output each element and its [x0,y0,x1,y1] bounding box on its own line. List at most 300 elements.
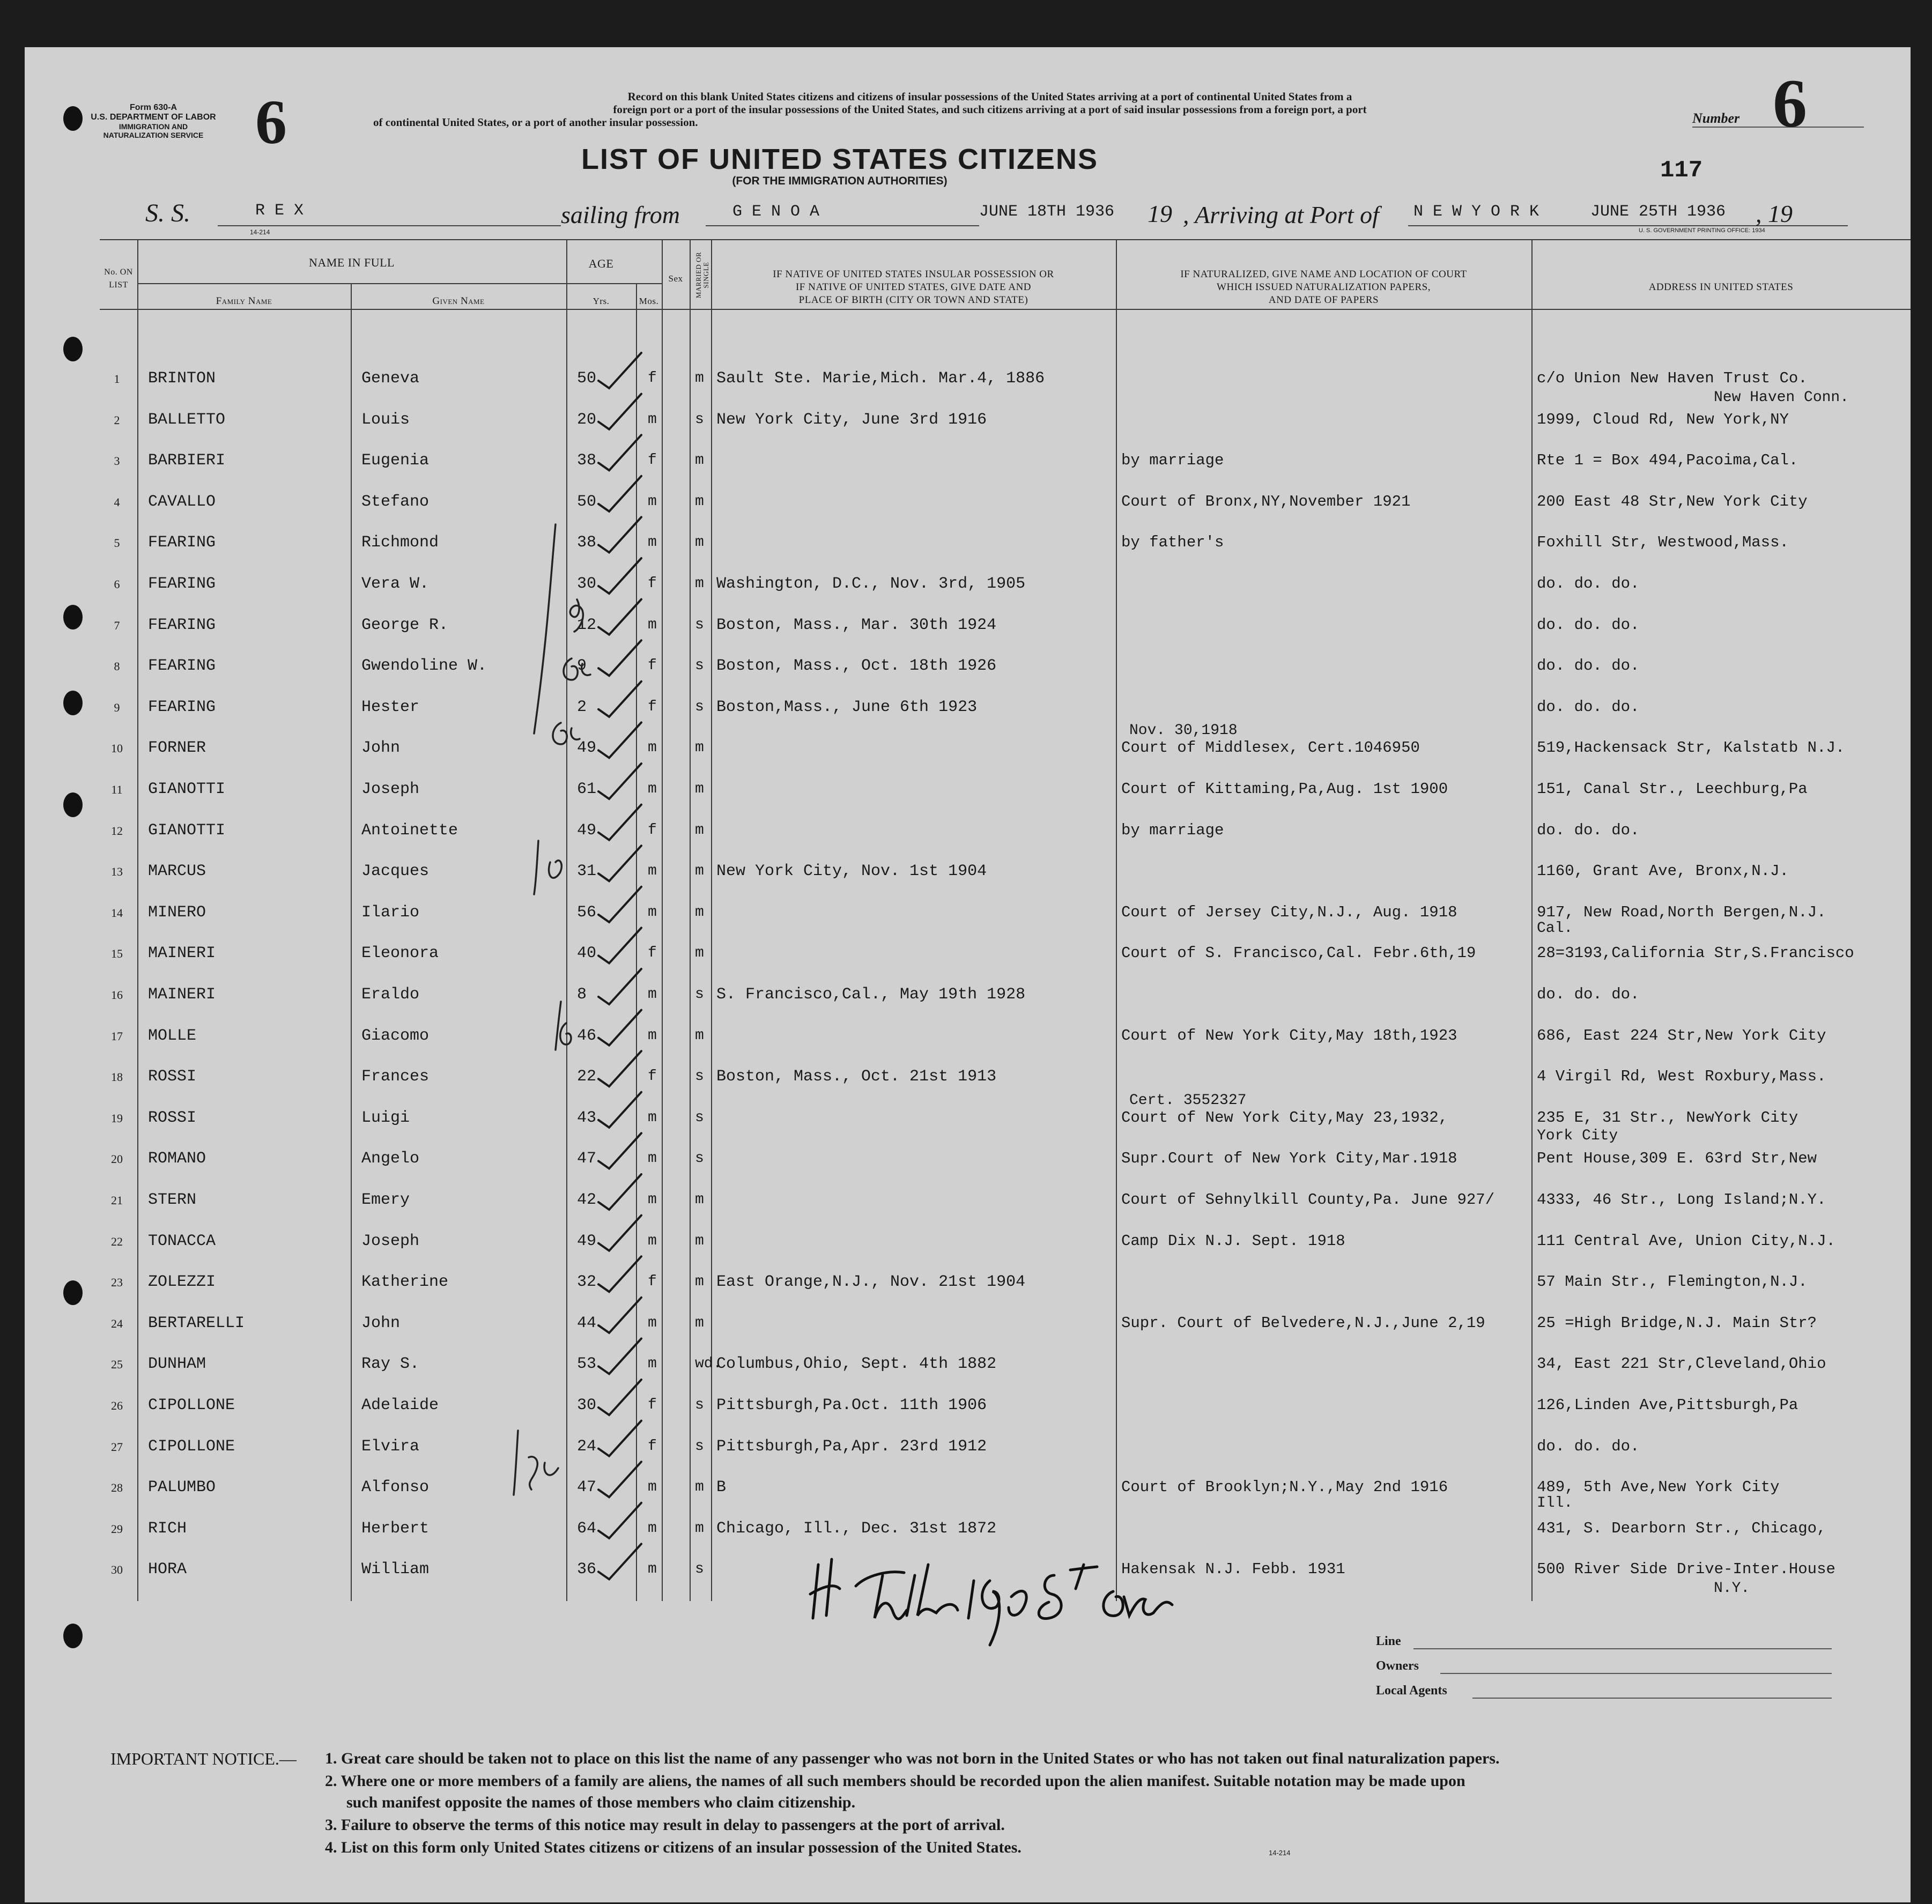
check-mark [598,1256,641,1292]
header-naturalized: AND DATE OF PAPERS [1268,294,1379,306]
row-number: 28 [111,1481,123,1495]
sex-cell: m [648,1232,657,1249]
arrive-suffix: , 19 [1756,200,1793,227]
given-name-cell: Eugenia [361,451,430,470]
age-cell: 36 [577,1560,597,1579]
family-name-cell: BALLETTO [148,410,226,429]
age-cell: 64 [577,1519,597,1538]
port-underline [706,225,979,226]
marital-cell: m [695,493,704,510]
family-name-cell: FEARING [148,657,216,676]
address-line2: New Haven Conn. [1714,389,1849,406]
given-name-cell: Angelo [361,1150,420,1168]
row-number: 10 [111,742,123,755]
check-mark [598,846,641,881]
given-name-cell: Joseph [361,780,420,798]
age-cell: 47 [577,1478,597,1497]
row-number: 5 [114,536,120,550]
depart-suffix: 19 [1148,200,1172,227]
sex-cell: f [648,698,657,715]
given-name-cell: Gwendoline W. [361,657,487,676]
address-cell: 4 Virgil Rd, West Roxbury,Mass. [1537,1068,1826,1086]
birthplace-cell: Sault Ste. Marie,Mich. Mar.4, 1886 [716,369,1045,388]
age-cell: 32 [577,1273,597,1292]
check-mark [598,476,641,512]
age-cell: 49 [577,821,597,840]
table-header-rule [100,309,1911,310]
marital-cell: m [695,945,704,962]
header-sex: Sex [668,273,683,284]
line-label: Line [1376,1634,1401,1648]
given-name-cell: Jacques [361,862,430,881]
check-mark [598,969,641,1004]
family-name-cell: HORA [148,1560,187,1579]
naturalization-cell: Court of New York City,May 23,1932, [1121,1108,1448,1127]
row-number: 1 [114,372,120,386]
marital-cell: m [695,452,704,469]
given-name-cell: John [361,1314,401,1332]
age-subheader-rule [593,283,662,284]
sex-cell: f [648,1068,657,1085]
header-married: MARRIED OR SINGLE [694,251,710,299]
sex-cell: m [648,1109,657,1126]
age-cell: 38 [577,451,597,470]
print-code-top: 14-214 [250,228,270,236]
age-cell: 30 [577,1396,597,1414]
check-mark [598,1421,641,1456]
sex-cell: m [648,781,657,797]
col-rule [351,283,352,1601]
header-name-in-full: NAME IN FULL [309,256,395,269]
preamble-text: of continental United States, or a port of another insular possession. [373,116,698,129]
address-cell: 519,Hackensack Str, Kalstatb N.J. [1537,739,1845,757]
family-name-cell: FEARING [148,575,216,593]
row-number: 24 [111,1316,123,1330]
address-cell: 500 River Side Drive-Inter.House [1537,1560,1835,1579]
page-title: LIST OF UNITED STATES CITIZENS [581,143,1098,175]
address-cell: 34, East 221 Str,Cleveland,Ohio [1537,1355,1826,1373]
marital-cell: m [695,1232,704,1249]
age-cell: 40 [577,944,597,963]
punch-hole [63,337,83,361]
sex-cell: m [648,863,657,880]
check-mark [598,681,641,717]
sex-cell: m [648,1191,657,1208]
row-number: 23 [111,1276,123,1290]
check-mark [598,517,641,552]
naturalization-cell: Court of Sehnylkill County,Pa. June 927/ [1121,1191,1495,1209]
manifest-sheet [25,47,1911,1902]
age-cell: 9 [577,657,587,676]
marital-cell: wd. [695,1355,722,1373]
row-number: 26 [111,1399,123,1412]
address-line2: Cal. [1537,920,1573,937]
address-cell: 200 East 48 Str,New York City [1537,492,1808,510]
given-name-cell: Eraldo [361,986,420,1004]
margin-notes-icon [497,519,604,1570]
check-mark [598,1133,641,1168]
row-number: 22 [111,1234,123,1248]
age-cell: 50 [577,492,597,511]
row-number: 2 [114,413,120,427]
check-mark [598,353,641,388]
arrive-date: JUNE 25TH 1936 [1590,203,1726,221]
family-name-cell: RICH [148,1519,187,1538]
birthplace-cell: Boston, Mass., Oct. 21st 1913 [716,1068,997,1086]
check-mark [598,640,641,676]
marital-cell: m [695,1027,704,1044]
row-number: 30 [111,1563,123,1577]
sex-cell: f [648,657,657,675]
address-cell: 686, East 224 Str,New York City [1537,1026,1826,1044]
inspector-signature [808,1543,1301,1666]
family-name-cell: TONACCA [148,1232,216,1250]
given-name-cell: Louis [361,410,410,429]
port-to: N E W Y O R K [1413,203,1539,221]
naturalization-cell: Camp Dix N.J. Sept. 1918 [1121,1232,1345,1250]
given-name-cell: Ilario [361,903,420,922]
check-mark [598,1298,641,1333]
family-name-cell: ZOLEZZI [148,1273,216,1292]
given-name-cell: Luigi [361,1108,410,1127]
address-cell: Pent House,309 E. 63rd Str,New [1537,1150,1817,1168]
header-family-name: Family Name [216,295,272,307]
marital-cell: s [695,1561,704,1578]
header-birth: PLACE OF BIRTH (CITY OR TOWN AND STATE) [798,294,1028,306]
row-number: 3 [114,454,120,468]
age-cell: 46 [577,1026,597,1045]
sex-cell: m [648,1150,657,1167]
number-value: 6 [1773,65,1807,142]
family-name-cell: STERN [148,1191,197,1209]
check-mark [598,394,641,429]
birthplace-cell: B [716,1478,727,1497]
punch-hole [63,1624,83,1648]
family-name-cell: GIANOTTI [148,821,226,840]
agency-line: U.S. DEPARTMENT OF LABOR [91,113,216,122]
family-name-cell: MARCUS [148,862,206,881]
address-cell: 1999, Cloud Rd, New York,NY [1537,410,1789,428]
check-mark [598,1544,641,1579]
header-naturalized: WHICH ISSUED NATURALIZATION PAPERS, [1217,281,1431,293]
birthplace-cell: Boston, Mass., Mar. 30th 1924 [716,616,997,634]
age-cell: 44 [577,1314,597,1332]
row-number: 17 [111,1029,123,1043]
address-cell: do. do. do. [1537,575,1640,592]
sex-cell: m [648,411,657,428]
birthplace-cell: Pittsburgh,Pa,Apr. 23rd 1912 [716,1437,987,1456]
preamble-text: Record on this blank United States citizens and citizens of insular possessions of the United States arriving at a port of continental United States from a [627,90,1352,103]
age-cell: 12 [577,616,597,634]
age-cell: 56 [577,903,597,922]
naturalization-cell: Court of Middlesex, Cert.1046950 [1121,739,1420,757]
address-cell: 151, Canal Str., Leechburg,Pa [1537,780,1808,798]
address-cell: do. do. do. [1537,821,1640,839]
naturalization-cell: by marriage [1121,451,1224,470]
family-name-cell: CIPOLLONE [148,1437,235,1456]
birthplace-cell: New York City, Nov. 1st 1904 [716,862,987,881]
family-name-cell: CIPOLLONE [148,1396,235,1414]
owners-underline [1440,1673,1832,1674]
marital-cell: m [695,863,704,880]
sex-cell: f [648,1273,657,1291]
check-mark [598,1338,641,1374]
row-number: 6 [114,577,120,591]
page-stamp: 117 [1660,157,1703,184]
check-mark [598,1010,641,1046]
marital-cell: s [695,616,704,633]
birthplace-cell: Columbus,Ohio, Sept. 4th 1882 [716,1355,997,1374]
family-name-cell: ROSSI [148,1068,197,1086]
family-name-cell: MAINERI [148,944,216,963]
age-cell: 24 [577,1437,597,1456]
row-number: 8 [114,660,120,673]
given-name-cell: John [361,739,401,758]
agents-label: Local Agents [1376,1684,1447,1698]
given-name-cell: Ray S. [361,1355,420,1374]
ship-name: R E X [255,202,304,220]
age-cell: 47 [577,1150,597,1168]
marital-cell: m [695,821,704,839]
sex-cell: f [648,945,657,962]
given-name-cell: Antoinette [361,821,458,840]
given-name-cell: Elvira [361,1437,420,1456]
check-mark [598,722,641,758]
given-name-cell: Giacomo [361,1026,430,1045]
sex-cell: m [648,903,657,921]
notice-item: 3. Failure to observe the terms of this notice may result in delay to passengers at the port of arrival. [325,1816,1005,1834]
marital-cell: m [695,1191,704,1208]
address-line2: York City [1537,1127,1618,1144]
number-label: Number [1692,110,1740,126]
row-number: 9 [114,700,120,714]
address-line2: Ill. [1537,1495,1573,1512]
page-subtitle: (FOR THE IMMIGRATION AUTHORITIES) [732,175,948,187]
row-number: 16 [111,988,123,1002]
row-number: 20 [111,1152,123,1166]
given-name-cell: Hester [361,698,420,716]
address-cell: 431, S. Dearborn Str., Chicago, [1537,1519,1826,1537]
check-mark [598,435,641,470]
naturalization-note: Cert. 3552327 [1129,1092,1247,1109]
family-name-cell: ROMANO [148,1150,206,1168]
age-cell: 43 [577,1108,597,1127]
family-name-cell: CAVALLO [148,492,216,511]
col-rule [1531,239,1533,1601]
address-cell: 25 =High Bridge,N.J. Main Str? [1537,1314,1817,1332]
sex-cell: f [648,1397,657,1413]
row-number: 14 [111,906,123,920]
naturalization-cell: Court of New York City,May 18th,1923 [1121,1026,1457,1044]
sex-cell: f [648,452,657,469]
sex-cell: m [648,534,657,551]
col-rule [137,239,138,1601]
naturalization-cell: Court of S. Francisco,Cal. Febr.6th,19 [1121,944,1476,962]
check-mark [598,805,641,840]
address-cell: 1160, Grant Ave, Bronx,N.J. [1537,862,1789,880]
check-mark [598,1092,641,1128]
row-number: 19 [111,1111,123,1125]
print-code-bottom: 14-214 [1269,1849,1291,1857]
naturalization-note: Nov. 30,1918 [1129,722,1238,739]
notice-item: 2. Where one or more members of a family are aliens, the names of all such members should be recorded upon the alien manifest. Suitable notation may be made upon [325,1772,1465,1790]
marital-cell: s [695,1397,704,1413]
notice-item: 4. List on this form only United States citizens or citizens of an insular possession of the United States. [325,1839,1021,1856]
row-number: 13 [111,865,123,879]
sex-cell: f [648,821,657,839]
check-mark [598,558,641,594]
sex-cell: f [648,575,657,592]
sex-cell: m [648,1355,657,1373]
family-name-cell: MOLLE [148,1026,197,1045]
header-birth: IF NATIVE OF UNITED STATES INSULAR POSSESSION OR [773,269,1054,280]
given-name-cell: William [361,1560,430,1579]
check-mark [598,1462,641,1497]
family-name-cell: FEARING [148,534,216,552]
row-number: 12 [111,824,123,838]
address-cell: 4333, 46 Str., Long Island;N.Y. [1537,1191,1826,1209]
family-name-cell: BRINTON [148,369,216,388]
address-line2: N.Y. [1714,1580,1750,1597]
header-birth: IF NATIVE OF UNITED STATES, GIVE DATE AND [795,281,1032,293]
marital-cell: s [695,657,704,675]
form-number: Form 630-A [129,103,177,112]
marital-cell: s [695,1068,704,1085]
family-name-cell: MINERO [148,903,206,922]
agents-underline [1472,1698,1832,1699]
row-number: 15 [111,947,123,961]
row-number: 7 [114,618,120,632]
marital-cell: m [695,1314,704,1331]
row-number: 4 [114,495,120,509]
family-name-cell: PALUMBO [148,1478,216,1497]
age-cell: 8 [577,986,587,1004]
given-name-cell: Joseph [361,1232,420,1250]
sex-cell: f [648,1438,657,1455]
family-name-cell: FORNER [148,739,206,758]
age-cell: 49 [577,739,597,758]
address-cell: do. do. do. [1537,698,1640,716]
age-cell: 31 [577,862,597,881]
age-cell: 20 [577,410,597,429]
gpo-line: U. S. GOVERNMENT PRINTING OFFICE: 1934 [1639,227,1765,234]
notice-item: 1. Great care should be taken not to place on this list the name of any passenger who was not born in the United States or who has not taken out final naturalization papers. [325,1750,1500,1767]
marital-cell: s [695,1438,704,1455]
sex-cell: m [648,616,657,633]
given-name-cell: Eleonora [361,944,439,963]
naturalization-cell: by marriage [1121,821,1224,839]
given-name-cell: Katherine [361,1273,449,1292]
address-cell: Rte 1 = Box 494,Pacoima,Cal. [1537,451,1798,470]
header-address: ADDRESS IN UNITED STATES [1648,281,1794,293]
sex-cell: m [648,986,657,1003]
port-from: G E N O A [732,203,820,221]
naturalization-cell: Court of Bronx,NY,November 1921 [1121,492,1411,510]
check-mark [598,928,641,963]
address-cell: do. do. do. [1537,616,1640,634]
family-name-cell: DUNHAM [148,1355,206,1374]
birthplace-cell: Washington, D.C., Nov. 3rd, 1905 [716,575,1026,593]
notice-title: IMPORTANT NOTICE.— [110,1749,297,1768]
marital-cell: s [695,1109,704,1126]
header-yrs: Yrs. [593,296,610,306]
name-subheader-rule [137,283,593,284]
address-cell: 111 Central Ave, Union City,N.J. [1537,1232,1835,1250]
address-cell: Foxhill Str, Westwood,Mass. [1537,534,1789,552]
marital-cell: m [695,1479,704,1496]
header-age: AGE [588,257,614,270]
family-name-cell: GIANOTTI [148,780,226,798]
family-name-cell: ROSSI [148,1108,197,1127]
birthplace-cell: Boston, Mass., Oct. 18th 1926 [716,657,997,676]
row-number: 27 [111,1440,123,1454]
check-mark [598,887,641,922]
address-cell: do. do. do. [1537,657,1640,675]
naturalization-cell: Supr.Court of New York City,Mar.1918 [1121,1150,1457,1168]
check-mark [598,1051,641,1086]
address-cell: do. do. do. [1537,986,1640,1003]
naturalization-cell: Court of Kittaming,Pa,Aug. 1st 1900 [1121,780,1448,798]
age-cell: 61 [577,780,597,798]
marital-cell: m [695,534,704,551]
sex-cell: m [648,1479,657,1496]
sex-cell: m [648,493,657,510]
address-cell: 28=3193,California Str,S.Francisco [1537,944,1854,962]
punch-hole [63,605,83,629]
given-name-cell: Alfonso [361,1478,430,1497]
marital-cell: s [695,698,704,715]
agency-line: IMMIGRATION AND [119,122,188,131]
row-number: 25 [111,1358,123,1372]
given-name-cell: Herbert [361,1519,430,1538]
col-rule [1116,239,1117,1601]
family-name-cell: MAINERI [148,986,216,1004]
check-mark [598,1380,641,1415]
check-mark [598,1174,641,1210]
check-mark [598,764,641,799]
address-cell: 489, 5th Ave,New York City [1537,1478,1780,1496]
address-cell: c/o Union New Haven Trust Co. [1537,369,1808,387]
address-cell: 57 Main Str., Flemington,N.J. [1537,1273,1808,1291]
check-marks [593,347,700,1634]
marital-cell: m [695,739,704,757]
check-mark [598,599,641,635]
notice-item: such manifest opposite the names of those members who claim citizenship. [346,1794,856,1811]
given-name-cell: Richmond [361,534,439,552]
naturalization-cell: by father's [1121,534,1224,552]
family-name-cell: BARBIERI [148,451,226,470]
naturalization-cell: Hakensak N.J. Febb. 1931 [1121,1560,1345,1579]
header-naturalized: IF NATURALIZED, GIVE NAME AND LOCATION OF COURT [1180,269,1467,280]
header-no-on-list: No. ON LIST [104,268,133,290]
naturalization-cell: Supr. Court of Belvedere,N.J.,June 2,19 [1121,1314,1485,1332]
marital-cell: m [695,575,704,592]
address-cell: 126,Linden Ave,Pittsburgh,Pa [1537,1396,1798,1414]
row-number: 18 [111,1070,123,1084]
age-cell: 2 [577,698,587,716]
birthplace-cell: East Orange,N.J., Nov. 21st 1904 [716,1273,1026,1292]
family-name-cell: FEARING [148,616,216,634]
ship-underline [218,225,561,226]
birthplace-cell: New York City, June 3rd 1916 [716,410,987,429]
marital-cell: m [695,903,704,921]
preamble-text: foreign port or a port of the insular possessions of the United States, and such citizens arriving at a port of said insular possessions from a foreign port, a port [613,103,1367,116]
marital-cell: s [695,1150,704,1167]
marital-cell: m [695,1520,704,1537]
given-name-cell: Adelaide [361,1396,439,1414]
depart-date: JUNE 18TH 1936 [979,203,1115,221]
marital-cell: s [695,411,704,428]
